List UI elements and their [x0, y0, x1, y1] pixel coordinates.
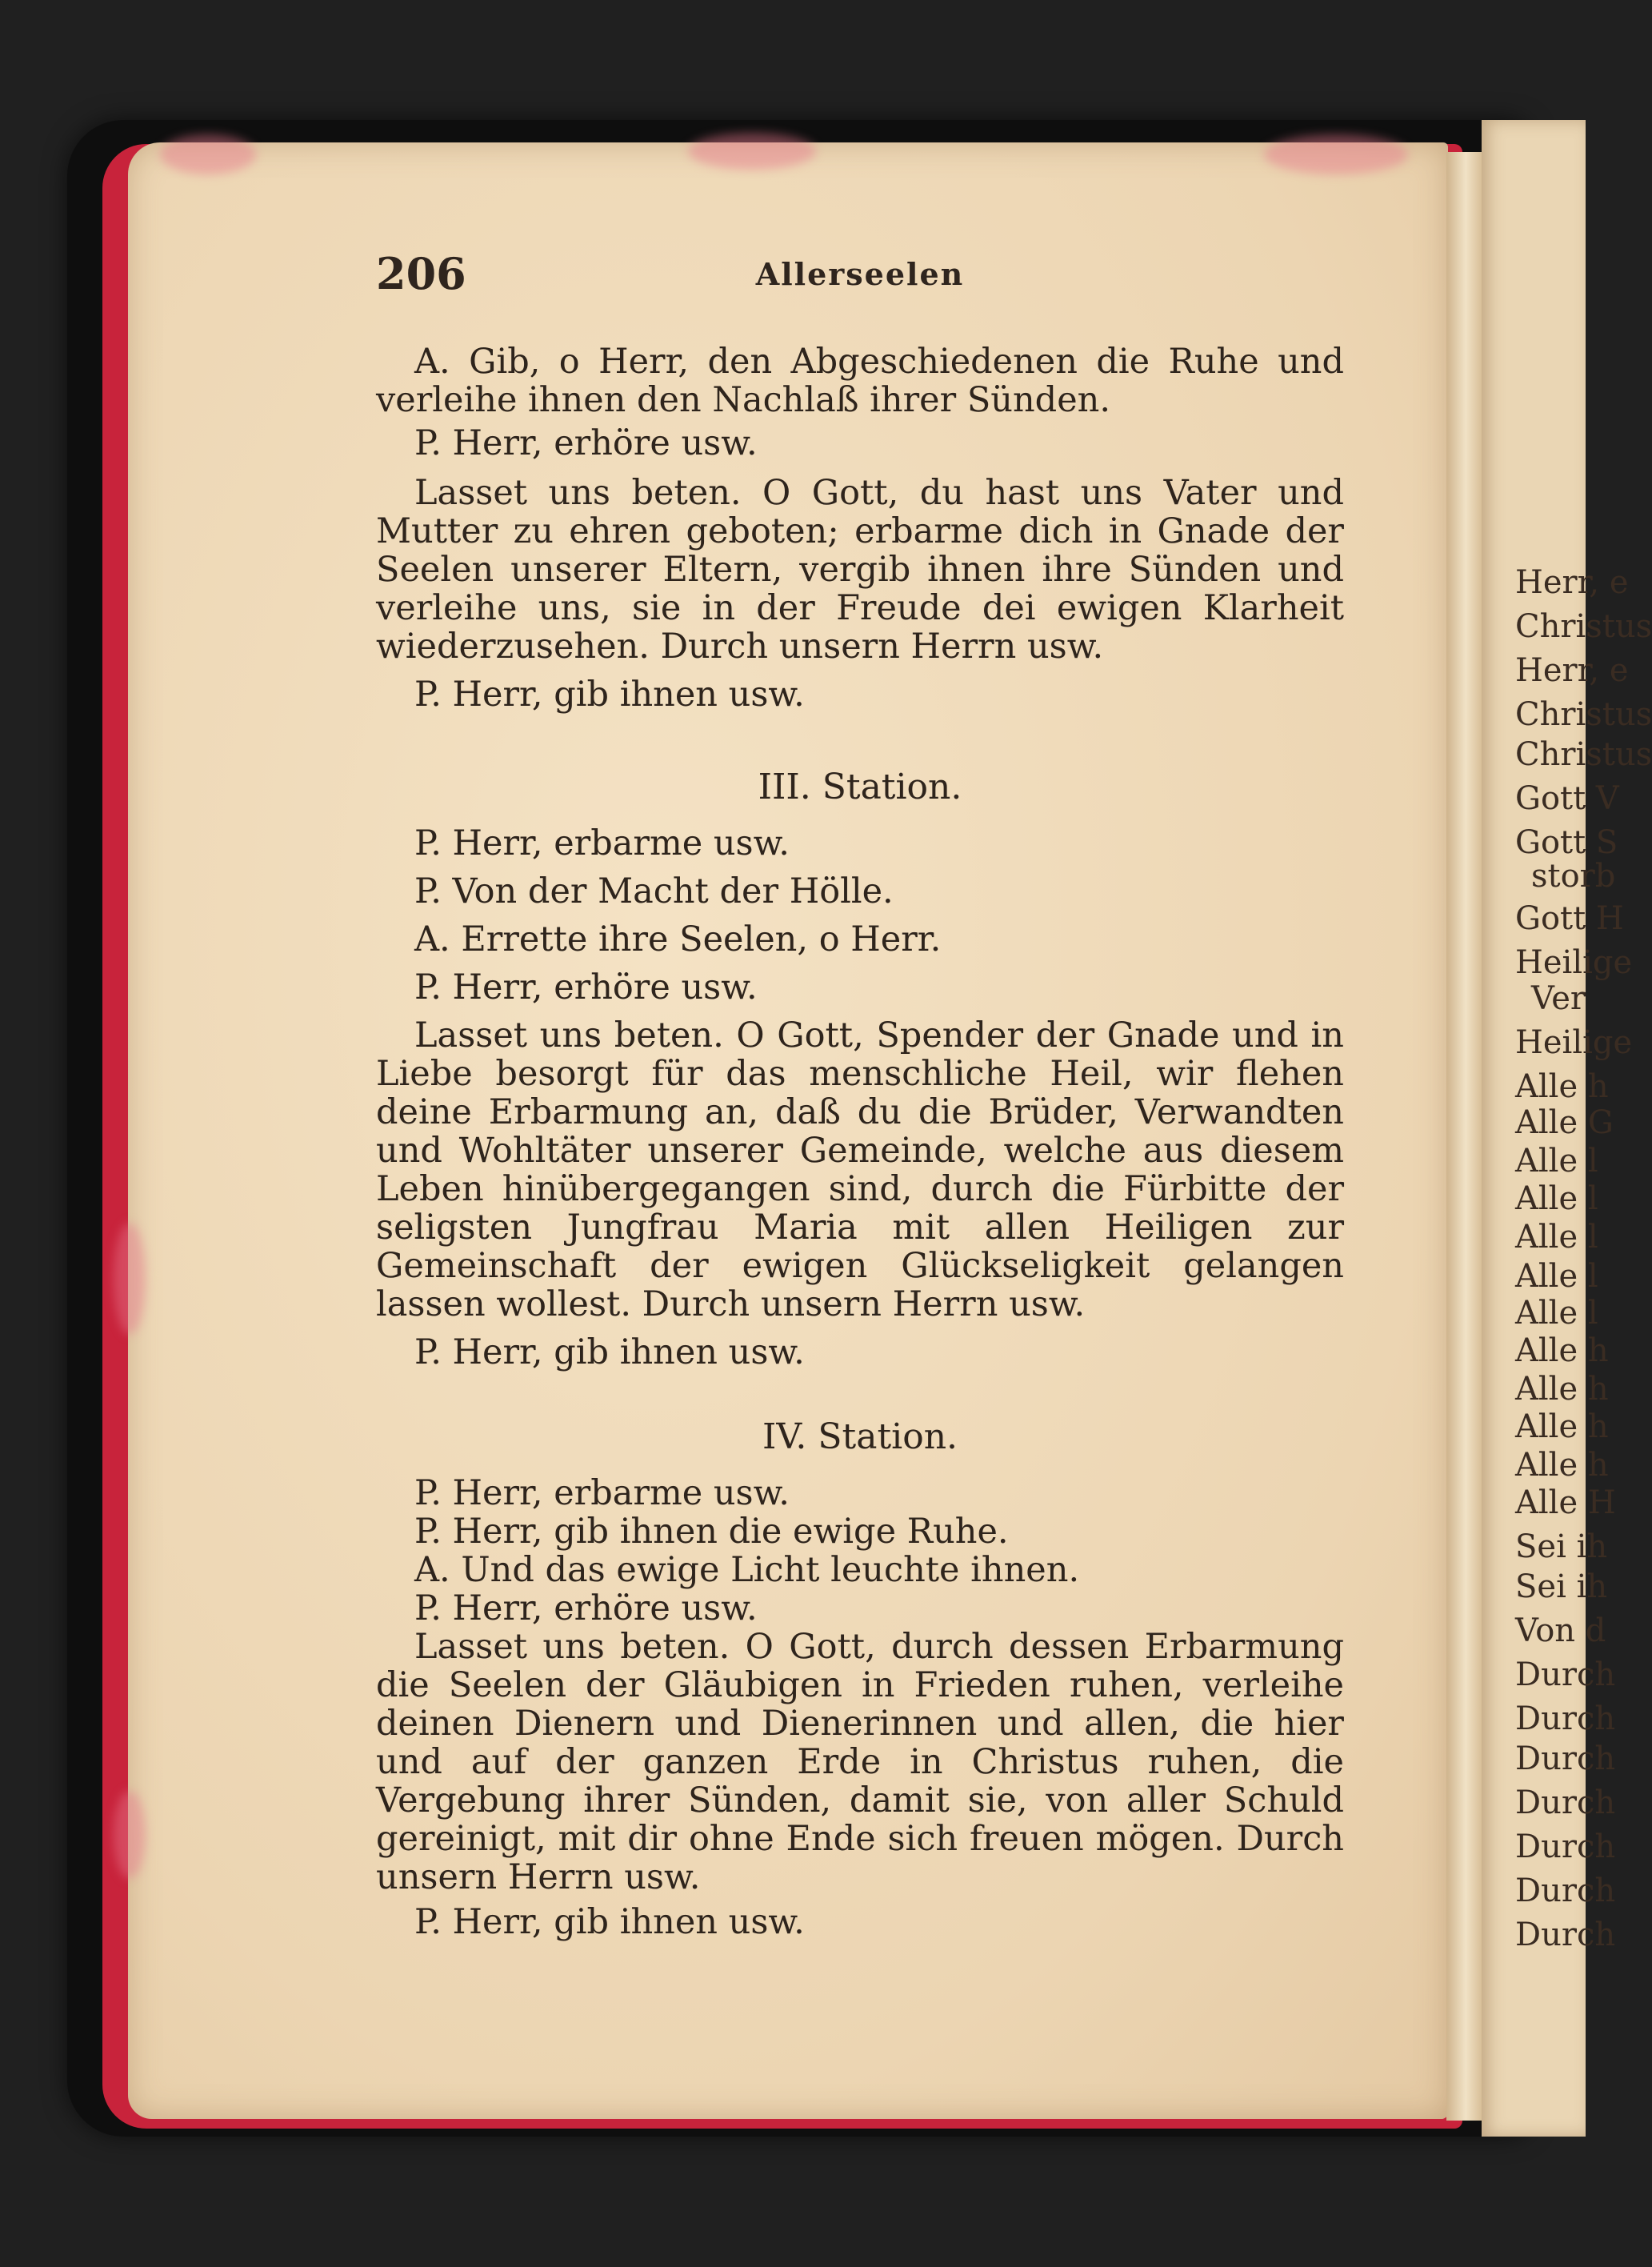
- page-number: 206: [376, 248, 466, 299]
- page-stain: [1264, 134, 1408, 174]
- station-versicles: [376, 1474, 1344, 1628]
- station-3: [376, 768, 1344, 1372]
- station-heading: IV. Station.: [762, 1416, 958, 1457]
- facing-page-fragment: storb: [1531, 858, 1616, 895]
- prayer-paragraph: Lasset uns beten. O Gott, durch dessen Erbarmung die Seelen der Gläubigen in Frieden ruhen, verleihe deinen Dienern und Dienerinnen und allen, die hier und auf der ganzen Erde in Christus ruhen, die Vergebung ihrer Sünden, damit sie, von aller Schuld gereinigt, mit dir ohne Ende sich freuen mögen. Durch unsern Herrn usw.: [376, 1627, 1344, 1897]
- facing-page-fragment: Sei ih: [1515, 1528, 1608, 1565]
- page-stain: [114, 1223, 146, 1335]
- facing-page-fragment: Alle l: [1515, 1258, 1598, 1295]
- facing-page-fragment: Ver: [1531, 980, 1586, 1017]
- versicle-line: P. Herr, erbarme usw.: [414, 823, 790, 863]
- facing-page-fragment: Durch: [1515, 1828, 1616, 1865]
- facing-page-fragment: Durch: [1515, 1917, 1616, 1953]
- page-stain: [160, 134, 256, 174]
- facing-page-fragment: Heilige: [1515, 1024, 1633, 1061]
- book-page-right-fragment: [1482, 120, 1652, 2137]
- section-2: [376, 342, 1344, 714]
- facing-page-fragment: Durch: [1515, 1740, 1616, 1777]
- versicle-line: P. Herr, erbarme usw.: [414, 1473, 790, 1513]
- facing-page-fragment: Alle l: [1515, 1143, 1598, 1180]
- facing-page-fragment: Herr, e: [1515, 564, 1629, 601]
- versicle-line: A. Und das ewige Licht leuchte ihnen.: [414, 1550, 1080, 1590]
- facing-page-fragment: Gott V: [1515, 780, 1619, 817]
- book-gutter: [1446, 152, 1482, 2121]
- facing-page-fragment: Christus: [1515, 736, 1652, 773]
- facing-page-fragment: Von d: [1515, 1612, 1606, 1649]
- facing-page-fragment: Christus: [1515, 696, 1652, 733]
- station-versicles: [376, 824, 1344, 1007]
- closing-line: P. Herr, gib ihnen usw.: [414, 1902, 805, 1942]
- station-4: [376, 1418, 1344, 1941]
- facing-page-fragment: Alle l: [1515, 1295, 1598, 1332]
- facing-page-fragment: Christus: [1515, 608, 1652, 645]
- facing-page-fragment: Alle l: [1515, 1180, 1598, 1217]
- page-stain: [114, 1791, 146, 1879]
- facing-page-fragment: Gott H: [1515, 900, 1624, 937]
- facing-page-fragment: Durch: [1515, 1872, 1616, 1909]
- facing-page-fragment: Alle h: [1515, 1447, 1609, 1484]
- facing-page-fragment: Herr, e: [1515, 652, 1629, 689]
- station-heading: III. Station.: [758, 767, 962, 807]
- closing-line: P. Herr, gib ihnen usw.: [414, 675, 805, 715]
- facing-page-fragment: Alle h: [1515, 1068, 1609, 1105]
- versicle-line: P. Herr, erhöre usw.: [414, 967, 758, 1007]
- closing-line: P. Herr, gib ihnen usw.: [414, 1332, 805, 1372]
- facing-page-fragment: Sei ih: [1515, 1568, 1608, 1605]
- facing-page-fragment: Alle l: [1515, 1219, 1598, 1256]
- facing-page-fragment: Durch: [1515, 1656, 1616, 1693]
- versicle-line: P. Von der Macht der Hölle.: [414, 871, 894, 911]
- running-title: Allerseelen: [755, 256, 965, 292]
- versicle-line: P. Herr, gib ihnen die ewige Ruhe.: [414, 1512, 1009, 1552]
- facing-page-fragment: Durch: [1515, 1700, 1616, 1737]
- page-stain: [688, 133, 816, 170]
- facing-page-fragment: Alle h: [1515, 1332, 1609, 1369]
- versicle-line: P. Herr, erhöre usw.: [414, 423, 758, 463]
- response-line: A. Gib, o Herr, den Abgeschiedenen die Ruhe und verleihe ihnen den Nachlaß ihrer Sünden.: [376, 342, 1344, 420]
- page-header: [376, 248, 1344, 304]
- facing-page-fragment: Durch: [1515, 1784, 1616, 1821]
- facing-page-fragment: Alle H: [1515, 1484, 1616, 1521]
- facing-page-fragment: Alle h: [1515, 1408, 1609, 1445]
- prayer-paragraph: Lasset uns beten. O Gott, du hast uns Vater und Mutter zu ehren geboten; erbarme dich in Gnade der Seelen unserer Eltern, vergib ihnen ihre Sünden und verleihe uns, sie in der Freude dei ewigen Klarheit wiederzusehen. Durch unsern Herrn usw.: [376, 473, 1344, 667]
- facing-page-fragment: Alle h: [1515, 1371, 1609, 1408]
- facing-page-fragment: Gott S: [1515, 824, 1618, 861]
- versicle-line: A. Errette ihre Seelen, o Herr.: [414, 919, 942, 959]
- facing-page-fragment: Heilige: [1515, 944, 1633, 981]
- facing-page-fragment: Alle G: [1515, 1104, 1614, 1141]
- versicle-line: P. Herr, erhöre usw.: [414, 1588, 758, 1628]
- prayer-paragraph: Lasset uns beten. O Gott, Spender der Gnade und in Liebe besorgt für das menschliche Heil, wir flehen deine Erbarmung an, daß du die Brüder, Verwandten und Wohltäter unserer Gemeinde, welche aus diesem Leben hinübergegangen sind, durch die Fürbitte der seligsten Jungfrau Maria mit allen Heiligen zur Gemeinschaft der ewigen Glückseligkeit gelangen lassen wollest. Durch unsern Herrn usw.: [376, 1015, 1344, 1324]
